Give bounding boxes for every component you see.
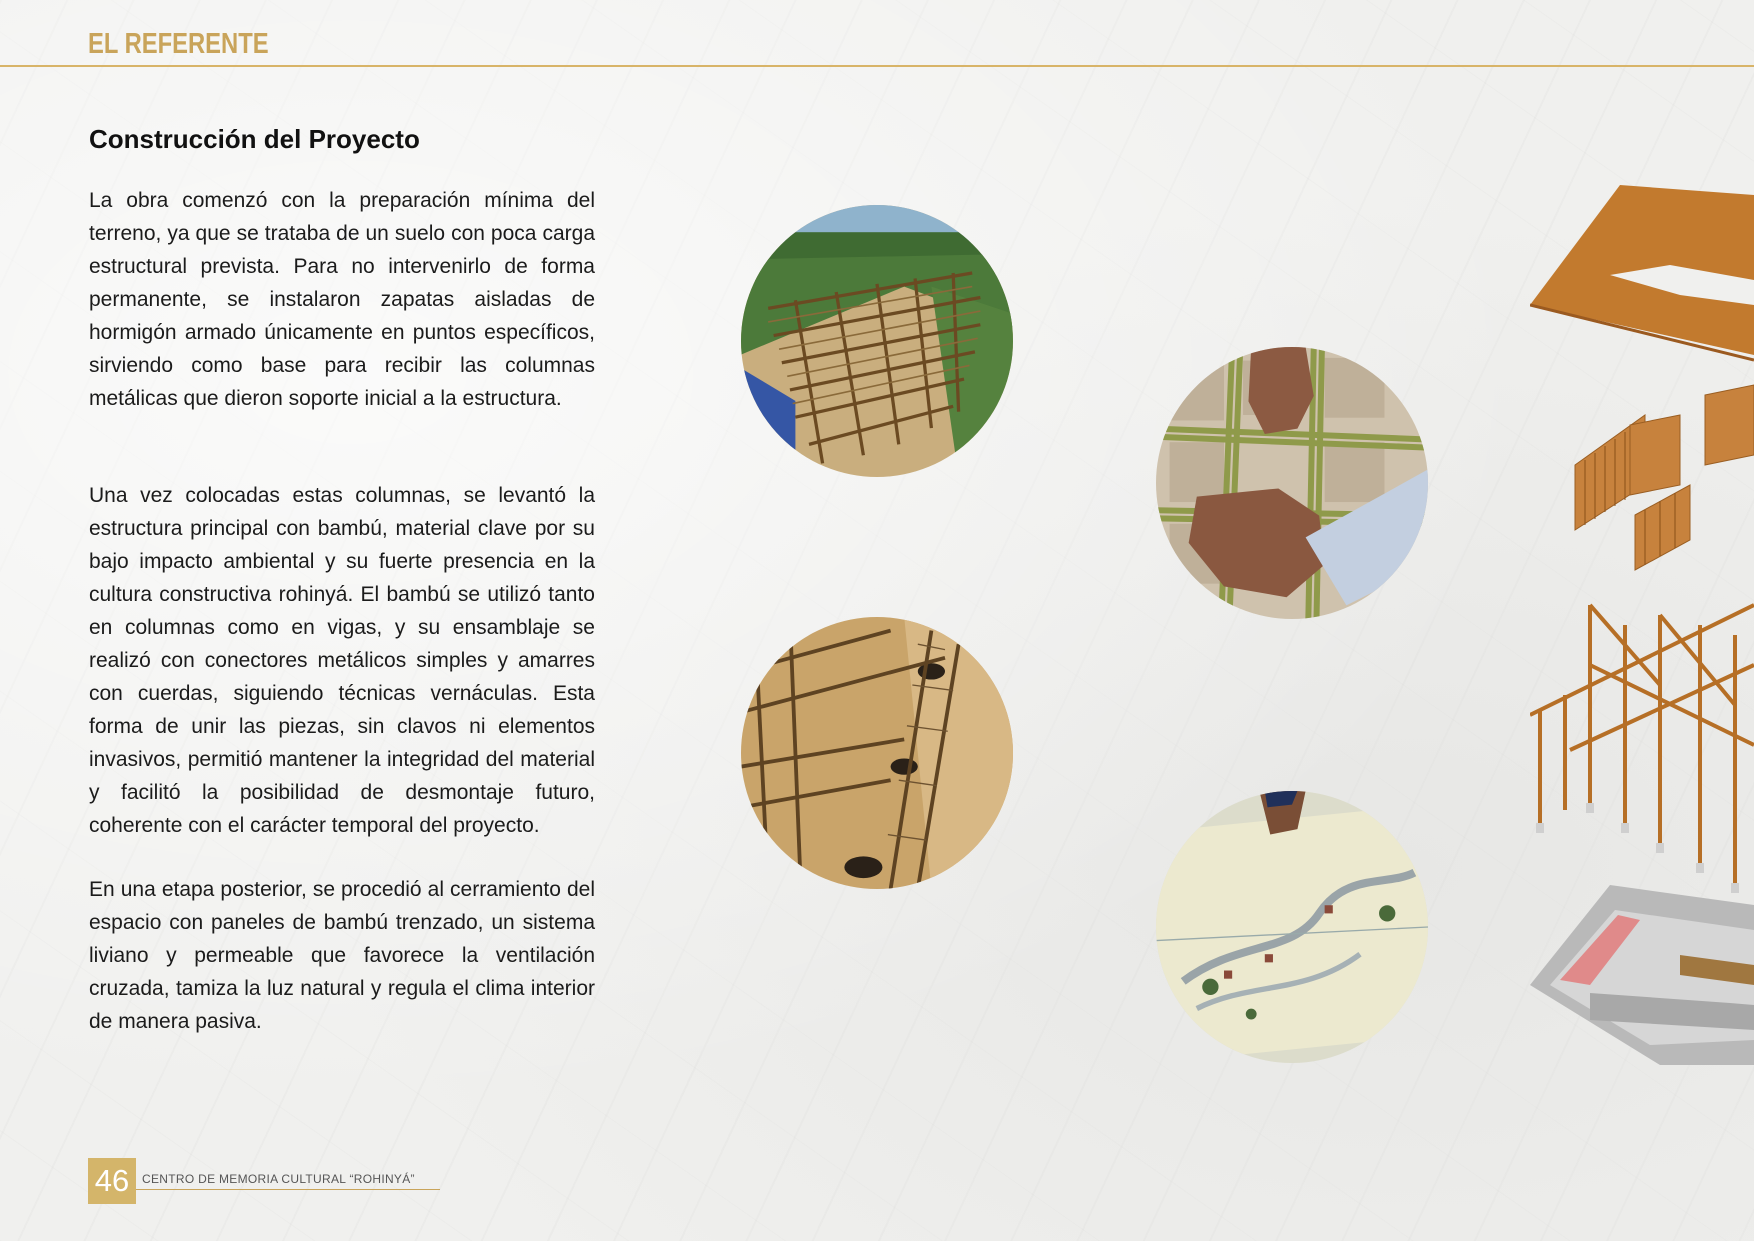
paragraph-1: La obra comenzó con la preparación mínima del terreno, ya que se trataba de un suelo con poca carga estructural prevista. Para no intervenirlo de forma permanente, se instalaron zapatas aisladas de hormigón armado únicamente en puntos específicos, sirviendo como base para recibir las columnas metálicas que dieron soporte inicial a la estructura. <box>89 189 595 410</box>
exploded-axonometric-diagram <box>1530 185 1754 1065</box>
page-number: 46 <box>88 1158 136 1204</box>
photo-community-map <box>1156 791 1428 1063</box>
page-title: Construcción del Proyecto <box>89 124 420 154</box>
paragraph-2: Una vez colocadas estas columnas, se levantó la estructura principal con bambú, material clave por su bajo impacto ambiental y su fuerte presencia en la cultura constructiva rohinyá. El bambú se utilizó tanto en columnas como en vigas, y su ensamblaje se realizó con conectores metálicos simples y amarres con cuerdas, siguiendo técnicas vernáculas. Esta forma de unir las piezas, sin clavos ni elementos invasivos, permitió mantener la integridad del material y facilitó la posibilidad de desmontaje futuro, coherente con el carácter temporal del proyecto. <box>89 484 595 837</box>
header-divider <box>0 65 1754 67</box>
photo-bamboo-structure-close <box>741 617 1013 889</box>
bamboo-frame-layer <box>1530 605 1754 885</box>
footer-divider <box>136 1189 440 1190</box>
section-label: EL REFERENTE <box>88 28 269 60</box>
photo-bamboo-frame-aerial <box>741 205 1013 477</box>
publication-title: CENTRO DE MEMORIA CULTURAL “ROHINYÁ” <box>142 1172 415 1186</box>
photo-hands-weaving <box>1156 347 1428 619</box>
paragraph-3: En una etapa posterior, se procedió al cerramiento del espacio con paneles de bambú trenzado, un sistema liviano y permeable que favorece la ventilación cruzada, tamiza la luz natural y regula el clima interior de manera pasiva. <box>89 878 595 1033</box>
wall-panels-layer <box>1575 385 1754 570</box>
foundation-layer <box>1530 885 1754 1065</box>
